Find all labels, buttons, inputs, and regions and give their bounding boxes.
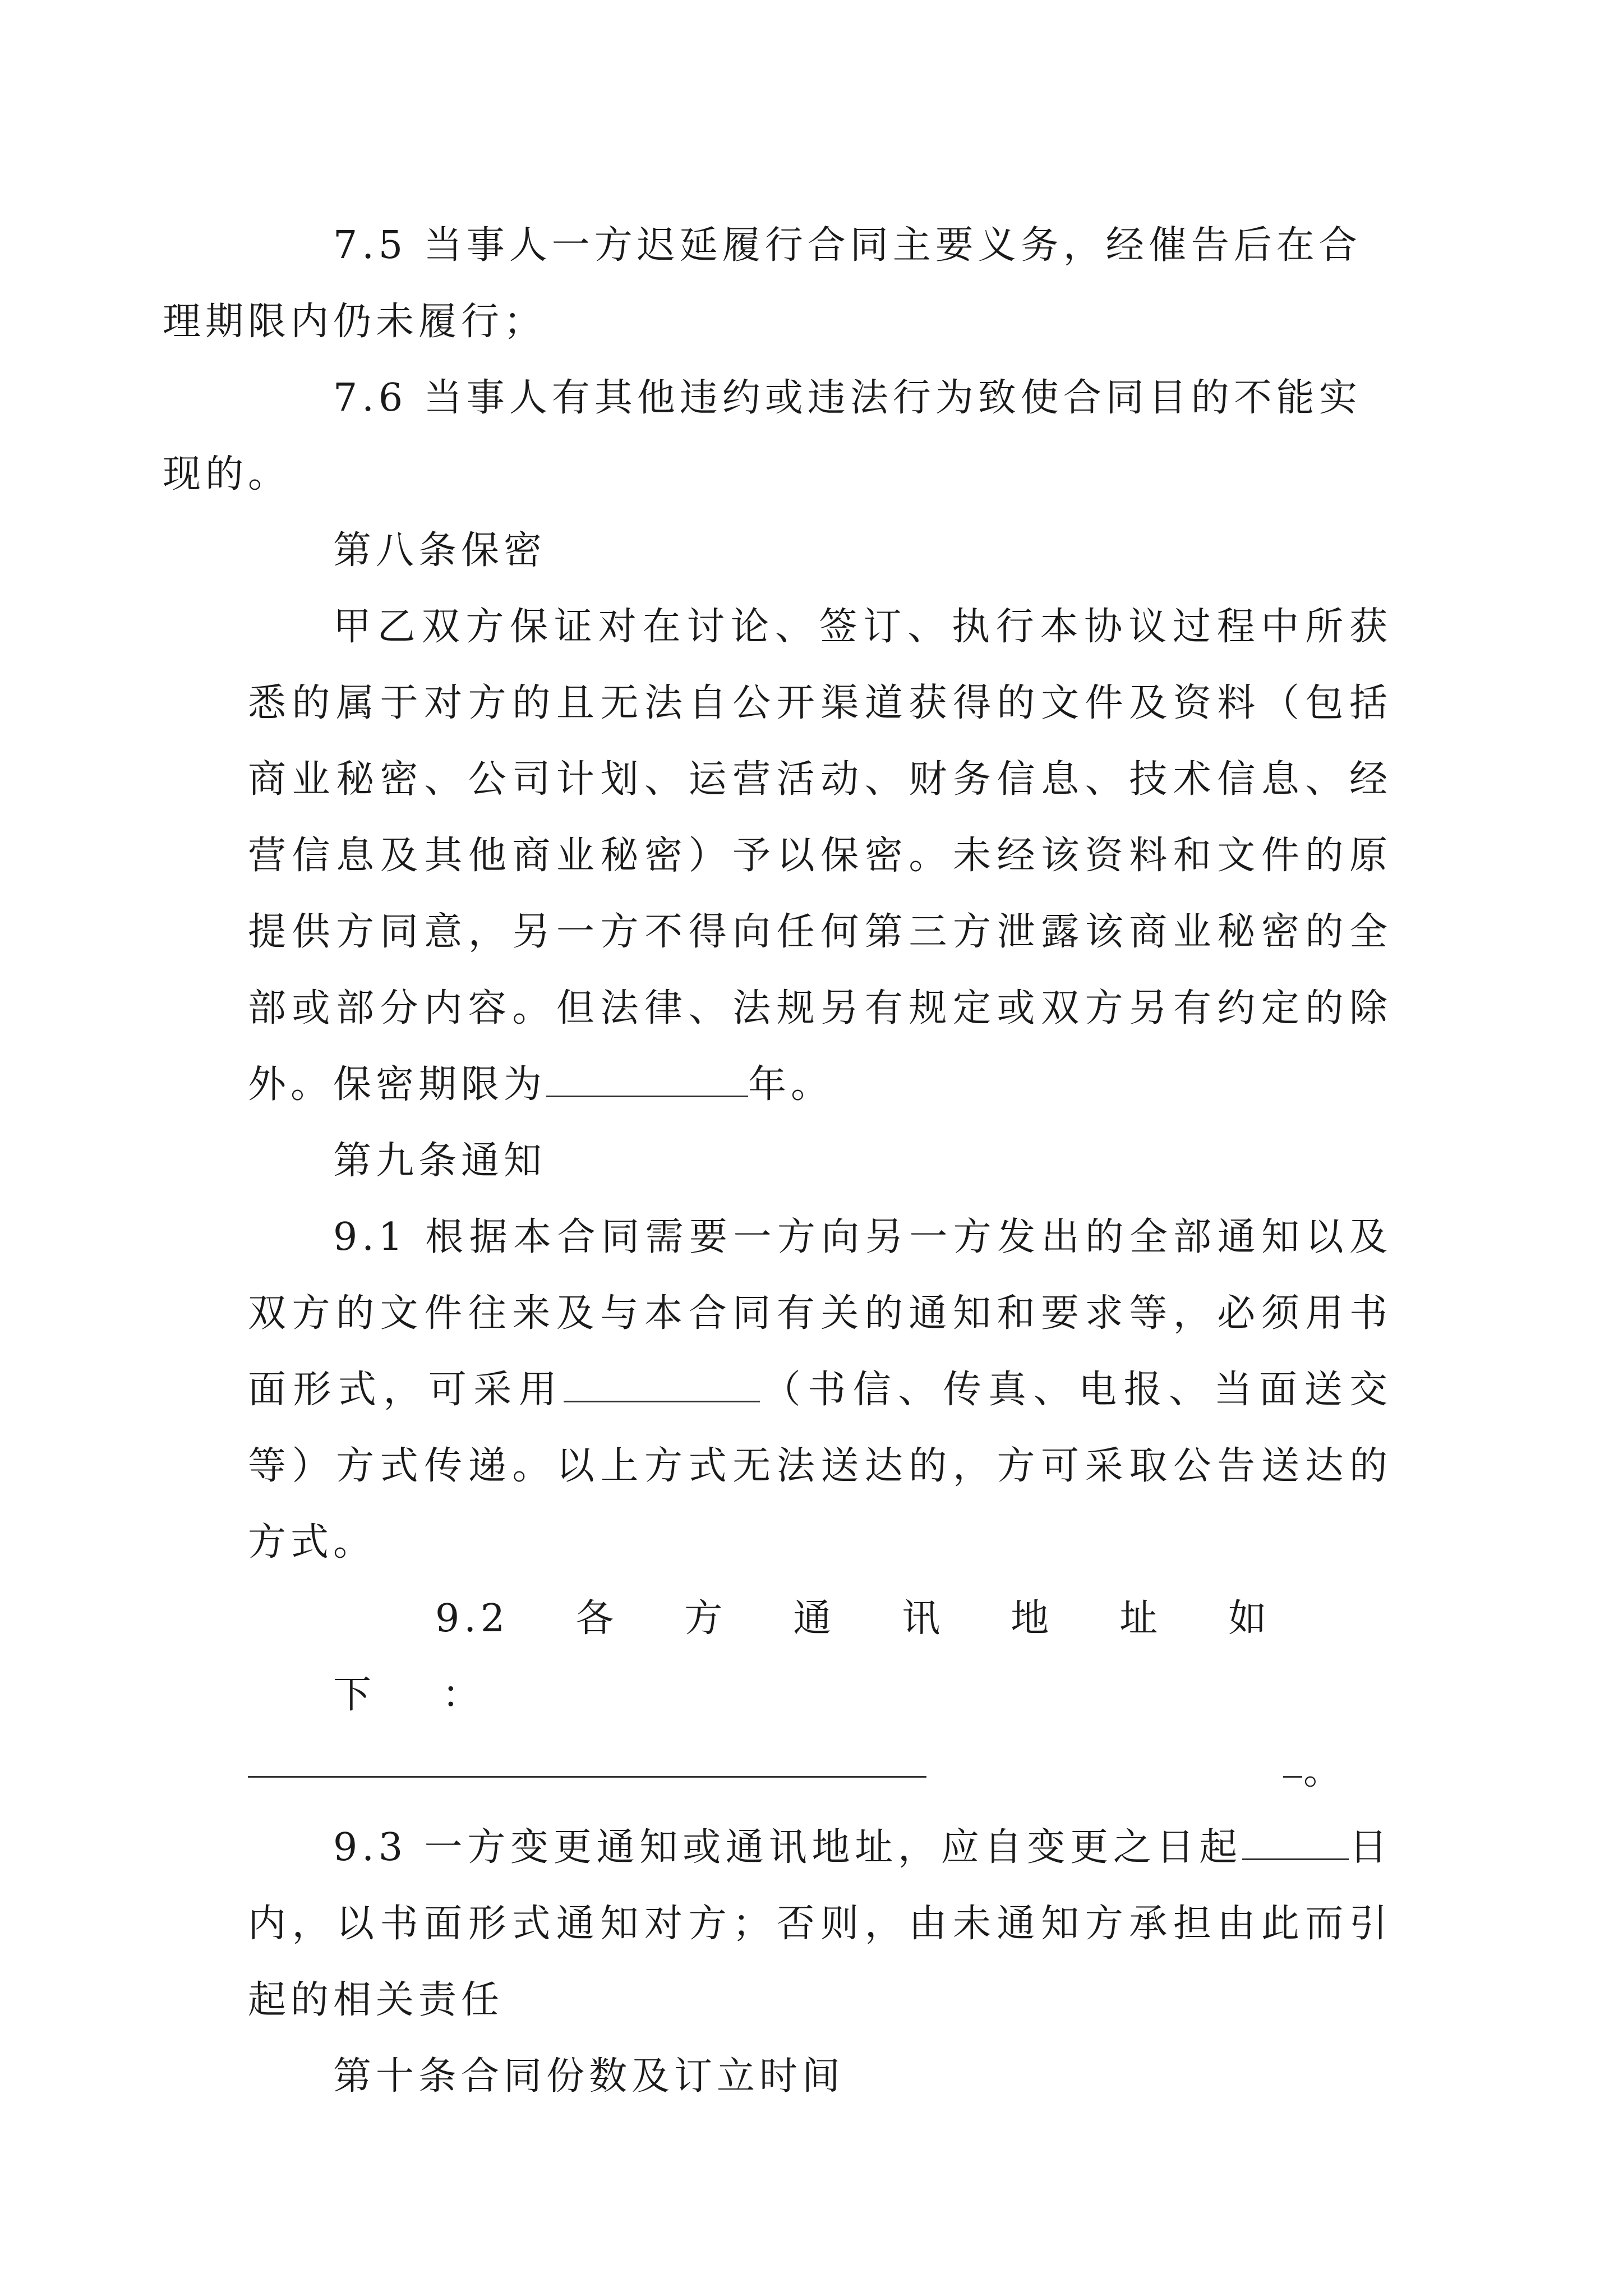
clause-9-1-text: 9.1 根据本合同需要一方向另一方发出的全部通知以及双方的文件往来及与本合同有关的通知和要求等，必须用书面形式，可采用 — [248, 1215, 1392, 1412]
clause-9-2-word: ： — [442, 1673, 485, 1717]
clause-9-2-word: 如 — [1228, 1596, 1271, 1641]
article-8-body — [248, 589, 1392, 1123]
article-8-text: 甲乙双方保证对在讨论、签订、执行本协议过程中所获悉的属于对方的且无法自公开渠道获得的文件及资料（包括商业秘密、公司计划、运营活动、财务信息、技术信息、经营信息及其他商业秘密）予以保密。未经该资料和文件的原提供方同意，另一方不得向任何第三方泄露该商业秘密的全部或部分内容。但法律、法规另有规定或双方另有约定的除外。保密期限为 — [248, 605, 1392, 1107]
address-blank — [248, 1776, 926, 1778]
address-period: 。 — [1303, 1749, 1347, 1793]
delivery-method-blank — [564, 1366, 760, 1402]
clause-9-1-text-end: （书信、传真、电报、当面送交等）方式传递。以上方式无法送达的，方可采取公告送达的方式。 — [248, 1368, 1392, 1565]
clause-9-2-word: 方 — [684, 1596, 727, 1641]
notice-days-blank — [1242, 1824, 1349, 1860]
clause-9-2-word: 9.2 — [435, 1596, 510, 1641]
clause-7-6-line2: 现的。 — [163, 452, 291, 496]
clause-9-3-text: 9.3 一方变更通知或通讯地址，应自变更之日起 — [333, 1825, 1243, 1870]
clause-7-6-line1: 7.6 当事人有其他违约或违法行为致使合同目的不能实 — [333, 376, 1362, 420]
document-body — [163, 208, 1392, 2115]
clause-9-2-word: 各 — [575, 1596, 619, 1641]
clause-9-2-word: 址 — [1119, 1596, 1163, 1641]
article-9-heading: 第九条通知 — [333, 1139, 547, 1183]
clause-9-1 — [248, 1199, 1392, 1581]
clause-9-3 — [248, 1810, 1392, 2039]
clause-7-5-line2: 理期限内仍未履行； — [163, 300, 547, 344]
clause-9-2-word: 通 — [793, 1596, 836, 1641]
article-8-heading: 第八条保密 — [333, 528, 547, 573]
clause-9-2-word: 下 — [333, 1673, 376, 1717]
clause-7-5 — [163, 208, 1392, 360]
article-10-heading: 第十条合同份数及订立时间 — [333, 2054, 845, 2099]
clause-7-5-line1: 7.5 当事人一方迟延履行合同主要义务，经催告后在合 — [333, 223, 1362, 268]
address-blank-tail — [1283, 1776, 1302, 1778]
clause-9-2-word: 讯 — [902, 1596, 945, 1641]
clause-9-2 — [248, 1581, 1392, 1733]
article-8-text-end: 年。 — [748, 1062, 834, 1107]
clause-9-2-word: 地 — [1011, 1596, 1054, 1641]
confidentiality-term-blank — [546, 1061, 748, 1097]
clause-7-6 — [163, 360, 1392, 513]
clause-9-3-text-end: 日内，以书面形式通知对方；否则，由未通知方承担由此而引起的相关责任 — [248, 1825, 1392, 2022]
address-blank-row — [248, 1733, 1392, 1810]
